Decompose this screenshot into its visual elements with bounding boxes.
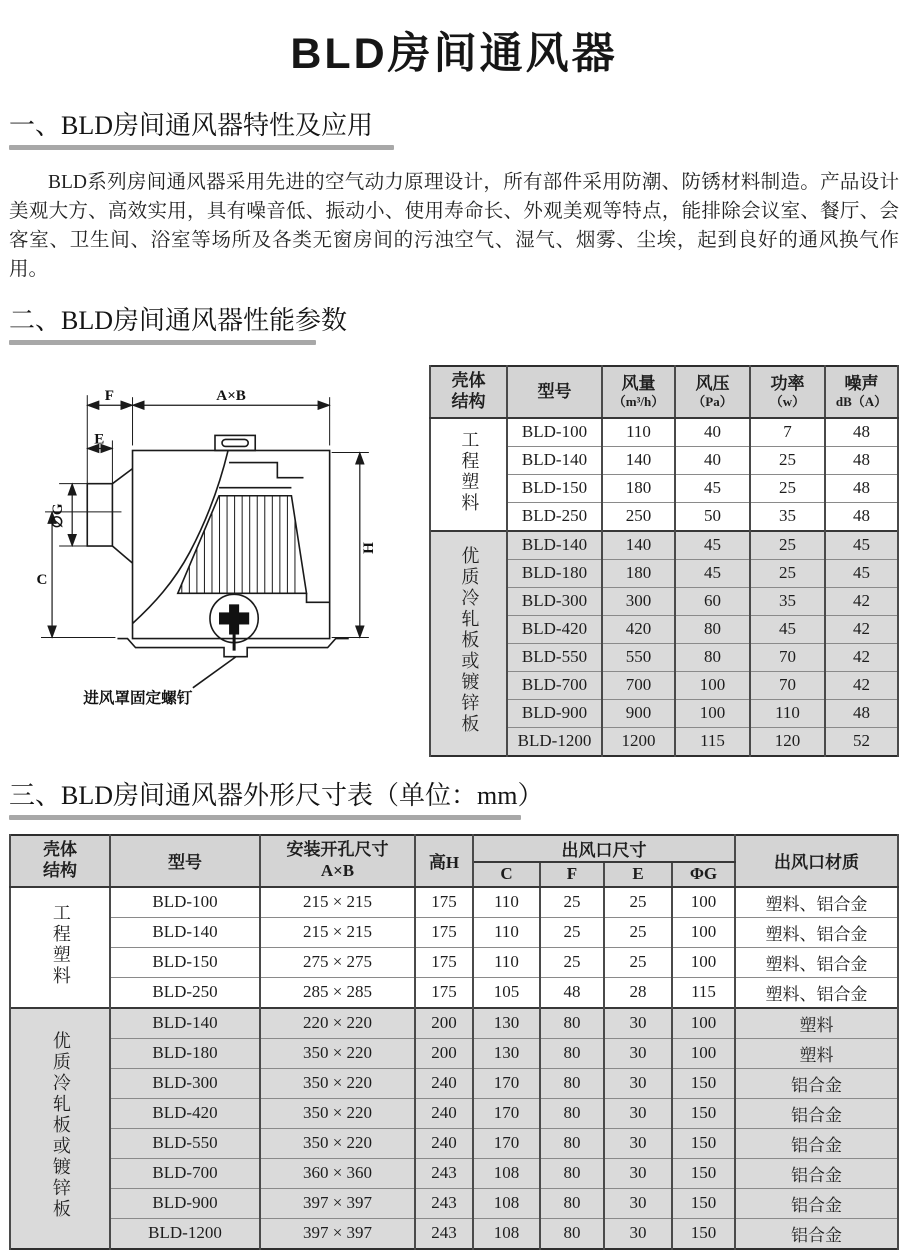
table-row: 工程塑料 BLD-100 110 40 7 48 xyxy=(430,418,898,447)
model-cell: BLD-180 xyxy=(507,559,602,587)
model-cell: BLD-300 xyxy=(507,587,602,615)
ventilator-dimension-diagram xyxy=(9,365,423,717)
model-cell: BLD-1200 xyxy=(110,1218,260,1249)
col-header-power: 功率 （w） xyxy=(750,366,825,418)
table-row: BLD-900 900 100 110 48 xyxy=(430,699,898,727)
dimension-table-header-row xyxy=(10,835,898,862)
col-header-og: ΦG xyxy=(672,862,735,887)
model-cell: BLD-900 xyxy=(110,1188,260,1218)
table-row: BLD-550 350 × 220 240 170 80 30 150 铝合金 xyxy=(10,1128,898,1158)
dim-label-c: C xyxy=(36,572,48,589)
model-cell: BLD-140 xyxy=(507,446,602,474)
section-dimensions xyxy=(9,781,899,1250)
model-cell: BLD-250 xyxy=(507,502,602,531)
heading-underline xyxy=(9,145,394,150)
col-header-outlet-size: 出风口尺寸 xyxy=(473,835,735,862)
col-header-shell: 壳体 结构 xyxy=(430,366,507,418)
table-row: BLD-550 550 80 70 42 xyxy=(430,643,898,671)
section-performance xyxy=(9,306,899,757)
col-header-pressure: 风压 （Pa） xyxy=(675,366,750,418)
model-cell: BLD-150 xyxy=(507,474,602,502)
table-row: BLD-700 360 × 360 243 108 80 30 150 铝合金 xyxy=(10,1158,898,1188)
model-cell: BLD-150 xyxy=(110,947,260,977)
dim-label-f: F xyxy=(104,387,115,404)
screw-icon xyxy=(219,604,249,650)
dim-label-e: E xyxy=(94,431,105,448)
col-header-f: F xyxy=(540,862,604,887)
model-cell: BLD-700 xyxy=(507,671,602,699)
model-cell: BLD-700 xyxy=(110,1158,260,1188)
table-row: BLD-250 250 50 35 48 xyxy=(430,502,898,531)
col-header-model: 型号 xyxy=(110,835,260,887)
table-row: BLD-150 275 × 275 175 110 25 25 100 塑料、铝合金 xyxy=(10,947,898,977)
ventilator-diagram-container xyxy=(9,365,429,722)
model-cell: BLD-420 xyxy=(110,1098,260,1128)
col-header-material: 出风口材质 xyxy=(735,835,898,887)
dim-label-og: ∅G xyxy=(50,503,67,529)
model-cell: BLD-300 xyxy=(110,1068,260,1098)
table-row: 优质冷轧板或镀锌板 BLD-140 140 45 25 45 xyxy=(430,531,898,560)
table-row: BLD-1200 397 × 397 243 108 80 30 150 铝合金 xyxy=(10,1218,898,1249)
col-header-hole-size: 安装开孔尺寸 A×B xyxy=(260,835,415,887)
model-cell: BLD-100 xyxy=(110,887,260,918)
model-cell: BLD-100 xyxy=(507,418,602,447)
table-row: BLD-300 300 60 35 42 xyxy=(430,587,898,615)
dimension-table xyxy=(9,834,899,1250)
model-cell: BLD-550 xyxy=(507,643,602,671)
intro-paragraph: BLD系列房间通风器采用先进的空气动力原理设计，所有部件采用防潮、防锈材料制造。产品设计美观大方、高效实用，具有噪音低、振动小、使用寿命长、外观美观等特点，能排除会议室、餐厅、会客室、卫生间、浴室等场所及各类无窗房间的污浊空气、湿气、烟雾、尘埃，起到良好的通风换气作用。 xyxy=(9,171,899,280)
heading-underline xyxy=(9,815,521,820)
table-row: BLD-180 180 45 25 45 xyxy=(430,559,898,587)
table-row: BLD-1200 1200 115 120 52 xyxy=(430,727,898,756)
table-row: BLD-250 285 × 285 175 105 48 28 115 塑料、铝合金 xyxy=(10,977,898,1008)
page-title: BLD房间通风器 xyxy=(290,30,618,78)
model-cell: BLD-140 xyxy=(110,917,260,947)
table-row: BLD-900 397 × 397 243 108 80 30 150 铝合金 xyxy=(10,1188,898,1218)
model-cell: BLD-140 xyxy=(507,531,602,560)
table-row: 工程塑料 BLD-100 215 × 215 175 110 25 25 100 塑料、铝合金 xyxy=(10,887,898,918)
table-row: 优质冷轧板或镀锌板 BLD-140 220 × 220 200 130 80 30 100 塑料 xyxy=(10,1008,898,1039)
diagram-caption: 进风罩固定螺钉 xyxy=(83,689,193,707)
section-1-heading: 一、BLD房间通风器特性及应用 xyxy=(9,111,374,140)
model-cell: BLD-1200 xyxy=(507,727,602,756)
model-cell: BLD-250 xyxy=(110,977,260,1008)
table-row: BLD-420 350 × 220 240 170 80 30 150 铝合金 xyxy=(10,1098,898,1128)
table-row: BLD-150 180 45 25 48 xyxy=(430,474,898,502)
heading-underline xyxy=(9,340,316,345)
shell-group-cell: 工程塑料 xyxy=(10,887,110,1008)
section-features xyxy=(9,111,899,284)
model-cell: BLD-900 xyxy=(507,699,602,727)
model-cell: BLD-550 xyxy=(110,1128,260,1158)
table-row: BLD-140 140 40 25 48 xyxy=(430,446,898,474)
performance-table xyxy=(429,365,899,757)
col-header-airflow: 风量 （m³/h） xyxy=(602,366,675,418)
table-row: BLD-140 215 × 215 175 110 25 25 100 塑料、铝合金 xyxy=(10,917,898,947)
col-header-noise: 噪声 dB（A） xyxy=(825,366,898,418)
model-cell: BLD-140 xyxy=(110,1008,260,1039)
col-header-e: E xyxy=(604,862,672,887)
table-row: BLD-700 700 100 70 42 xyxy=(430,671,898,699)
shell-group-cell: 优质冷轧板或镀锌板 xyxy=(430,531,507,756)
section-2-heading: 二、BLD房间通风器性能参数 xyxy=(9,305,348,335)
table-row: BLD-180 350 × 220 200 130 80 30 100 塑料 xyxy=(10,1038,898,1068)
dim-label-h: H xyxy=(360,541,377,554)
col-header-height: 高H xyxy=(415,835,473,887)
table-row: BLD-420 420 80 45 42 xyxy=(430,615,898,643)
col-header-c: C xyxy=(473,862,540,887)
col-header-model: 型号 xyxy=(507,366,602,418)
dim-label-axb: A×B xyxy=(216,387,246,404)
section-3-heading: 三、BLD房间通风器外形尺寸表（单位：mm） xyxy=(9,780,544,810)
model-cell: BLD-420 xyxy=(507,615,602,643)
shell-group-cell: 工程塑料 xyxy=(430,418,507,531)
performance-table-header-row xyxy=(430,366,898,418)
col-header-shell: 壳体 结构 xyxy=(10,835,110,887)
shell-group-cell: 优质冷轧板或镀锌板 xyxy=(10,1008,110,1249)
model-cell: BLD-180 xyxy=(110,1038,260,1068)
table-row: BLD-300 350 × 220 240 170 80 30 150 铝合金 xyxy=(10,1068,898,1098)
